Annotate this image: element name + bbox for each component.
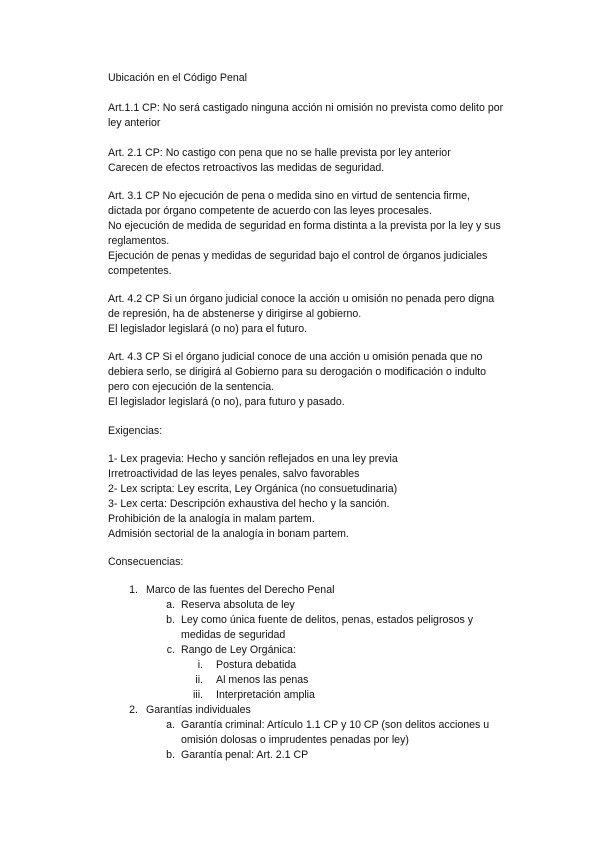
- paragraph-line: de represión, ha de abstenerse y dirigirse al gobierno.: [108, 308, 362, 320]
- list-marker: b.: [166, 614, 175, 626]
- list-marker: a.: [166, 599, 175, 611]
- article-1-1: [108, 101, 528, 131]
- list-marker: ii.: [195, 674, 203, 686]
- list-marker: iii.: [192, 689, 203, 701]
- paragraph-line: No ejecución de medida de seguridad en forma distinta a la prevista por la ley y sus: [108, 220, 501, 232]
- paragraph-line: El legislador legislará (o no), para futuro y pasado.: [108, 396, 345, 408]
- list-text: Rango de Ley Orgánica:: [181, 644, 296, 656]
- list-text: Garantías individuales: [146, 704, 251, 716]
- paragraph-line: Carecen de efectos retroactivos las medidas de seguridad.: [108, 162, 385, 174]
- consecuencias-heading: Consecuencias:: [108, 556, 184, 568]
- list-item: 3- Lex certa: Descripción exhaustiva del hecho y la sanción.: [108, 498, 390, 510]
- list-marker: b.: [166, 749, 175, 761]
- list-text: Marco de las fuentes del Derecho Penal: [146, 584, 335, 596]
- list-item: Prohibición de la analogía in malam partem.: [108, 513, 315, 525]
- paragraph-line: Ejecución de penas y medidas de seguridad bajo el control de órganos judiciales: [108, 250, 488, 262]
- list-marker: a.: [166, 719, 175, 731]
- article-4-2: [108, 292, 528, 337]
- paragraph-line: Art. 2.1 CP: No castigo con pena que no se halle prevista por ley anterior: [108, 147, 451, 159]
- list-item: 2- Lex scripta: Ley escrita, Ley Orgánica (no consuetudinaria): [108, 483, 398, 495]
- list-text: Interpretación amplia: [216, 689, 315, 701]
- paragraph-line: competentes.: [108, 265, 172, 277]
- list-text: Ley como única fuente de delitos, penas, estados peligrosos y: [181, 614, 474, 626]
- list-text: Garantía criminal: Artículo 1.1 CP y 10 CP (son delitos acciones u: [181, 719, 490, 731]
- list-item: Admisión sectorial de la analogía in bonam partem.: [108, 528, 349, 540]
- article-3-1: [108, 189, 528, 279]
- paragraph-line: Art. 4.3 CP Si el órgano judicial conoce de una acción u omisión penada que no: [108, 351, 483, 363]
- list-marker: c.: [166, 644, 175, 656]
- paragraph-line: debiera serlo, se dirigirá al Gobierno para su derogación o modificación o indulto: [108, 366, 487, 378]
- list-marker: 1.: [129, 584, 138, 596]
- page-title: Ubicación en el Código Penal: [108, 72, 247, 84]
- list-item: Irretroactividad de las leyes penales, salvo favorables: [108, 468, 360, 480]
- paragraph-line: Art. 4.2 CP Si un órgano judicial conoce la acción u omisión no penada pero digna: [108, 293, 495, 305]
- paragraph-line: Art.1.1 CP: No será castigado ninguna acción ni omisión no prevista como delito por: [108, 102, 504, 114]
- list-marker: i.: [197, 659, 203, 671]
- paragraph-line: reglamentos.: [108, 235, 170, 247]
- article-2-1: [108, 146, 528, 176]
- list-text: Al menos las penas: [216, 674, 309, 686]
- exigencias-heading: Exigencias:: [108, 425, 163, 437]
- exigencias-list: [108, 452, 528, 542]
- paragraph-line: El legislador legislará (o no) para el futuro.: [108, 323, 308, 335]
- list-marker: 2.: [129, 704, 138, 716]
- list-text: Reserva absoluta de ley: [181, 599, 295, 611]
- paragraph-line: Art. 3.1 CP No ejecución de pena o medida sino en virtud de sentencia firme,: [108, 190, 470, 202]
- paragraph-line: dictada por órgano competente de acuerdo con las leyes procesales.: [108, 205, 432, 217]
- list-text: Garantía penal: Art. 2.1 CP: [181, 749, 309, 761]
- list-item: 1- Lex pragevia: Hecho y sanción reflejados en una ley previa: [108, 453, 398, 465]
- article-4-3: [108, 350, 528, 410]
- list-text: omisión dolosas o imprudentes penadas por ley): [181, 734, 409, 746]
- paragraph-line: ley anterior: [108, 117, 161, 129]
- list-text: Postura debatida: [216, 659, 297, 671]
- list-text: medidas de seguridad: [181, 629, 286, 641]
- paragraph-line: pero con ejecución de la sentencia.: [108, 381, 275, 393]
